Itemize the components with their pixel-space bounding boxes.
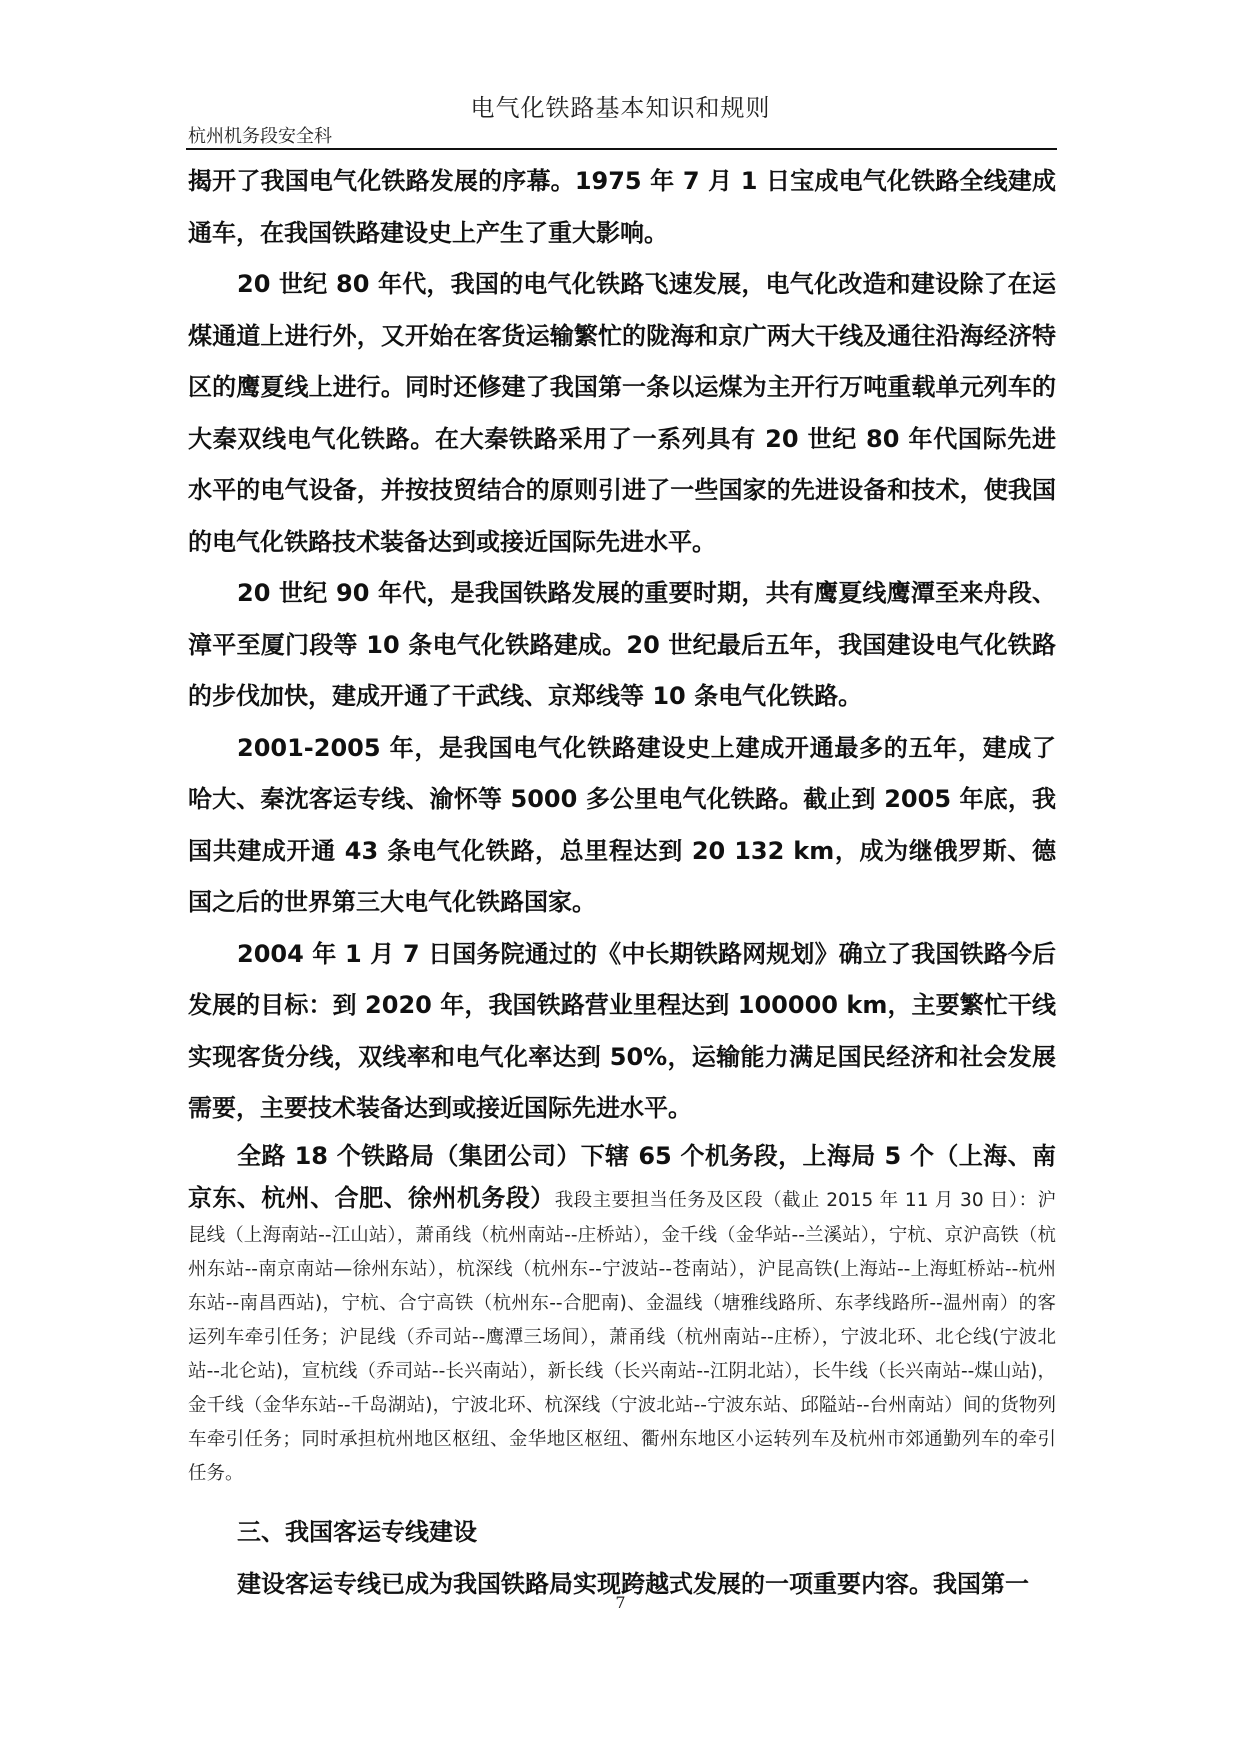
running-header-department: 杭州机务段安全科 <box>188 126 332 147</box>
header-divider <box>186 148 1057 150</box>
paragraph-depot-tasks <box>188 1135 1056 1491</box>
paragraph-closing: 建设客运专线已成为我国铁路局实现跨越式发展的一项重要内容。我国第一 <box>237 1569 1029 1598</box>
depot-summary-lead: 全路 18 个铁路局（集团公司）下辖 65 个机务段，上海局 5 个（上海、南京东、杭州、合肥、徐州机务段） <box>188 1141 1056 1212</box>
running-header-title: 电气化铁路基本知识和规则 <box>470 94 771 122</box>
paragraph-1990s: 20 世纪 90 年代，是我国铁路发展的重要时期，共有鹰夏线鹰潭至来舟段、漳平至厦门段等 10 条电气化铁路建成。20 世纪最后五年，我国建设电气化铁路的步伐加快，建成开通了干武线、京郑线等 10 条电气化铁路。 <box>188 579 1056 710</box>
page-number: 7 <box>615 1593 626 1612</box>
paragraph-continuation: 揭开了我国电气化铁路发展的序幕。1975 年 7 月 1 日宝成电气化铁路全线建成通车，在我国铁路建设史上产生了重大影响。 <box>188 167 1056 247</box>
section-heading: 三、我国客运专线建设 <box>237 1517 477 1546</box>
paragraph-1980s: 20 世纪 80 年代，我国的电气化铁路飞速发展，电气化改造和建设除了在运煤通道上进行外，又开始在客货运输繁忙的陇海和京广两大干线及通往沿海经济特区的鹰夏线上进行。同时还修建了我国第一条以运煤为主开行万吨重载单元列车的大秦双线电气化铁路。在大秦铁路采用了一系列具有 20 世纪 80 年代国际先进水平的电气设备，并按技贸结合的原则引进了一些国家的先进设备和技术，使我国的电气化铁路技术装备达到或接近国际先进水平。 <box>188 270 1056 556</box>
depot-task-details: 我段主要担当任务及区段（截止 2015 年 11 月 30 日）：沪昆线（上海南站--江山站），萧甬线（杭州南站--庄桥站），金千线（金华站--兰溪站），宁杭、京沪高铁（杭州东站--南京南站—徐州东站），杭深线（杭州东--宁波站--苍南站），沪昆高铁(上海站--上海虹桥站--杭州东站--南昌西站)，宁杭、合宁高铁（杭州东--合肥南)、金温线（塘雅线路所、东孝线路所--温州南）的客运列车牵引任务；沪昆线（乔司站--鹰潭三场间），萧甬线（杭州南站--庄桥），宁波北环、北仑线(宁波北站--北仑站)，宣杭线（乔司站--长兴南站），新长线（长兴南站--江阴北站），长牛线（长兴南站--煤山站)，金千线（金华东站--千岛湖站)，宁波北环、杭深线（宁波北站--宁波东站、邱隘站--台州南站）间的货物列车牵引任务；同时承担杭州地区枢纽、金华地区枢纽、衢州东地区小运转列车及杭州市郊通勤列车的牵引任务。 <box>188 1189 1057 1484</box>
paragraph-2001-2005: 2001-2005 年，是我国电气化铁路建设史上建成开通最多的五年，建成了哈大、秦沈客运专线、渝怀等 5000 多公里电气化铁路。截止到 2005 年底，我国共建成开通 43 条电气化铁路，总里程达到 20 132 km，成为继俄罗斯、德国之后的世界第三大电气化铁路国家。 <box>188 733 1056 916</box>
paragraph-2004-plan: 2004 年 1 月 7 日国务院通过的《中长期铁路网规划》确立了我国铁路今后发展的目标：到 2020 年，我国铁路营业里程达到 100000 km，主要繁忙干线实现客货分线，双线率和电气化率达到 50%，运输能力满足国民经济和社会发展需要，主要技术装备达到或接近国际先进水平。 <box>188 939 1056 1122</box>
document-body <box>188 156 1056 1610</box>
